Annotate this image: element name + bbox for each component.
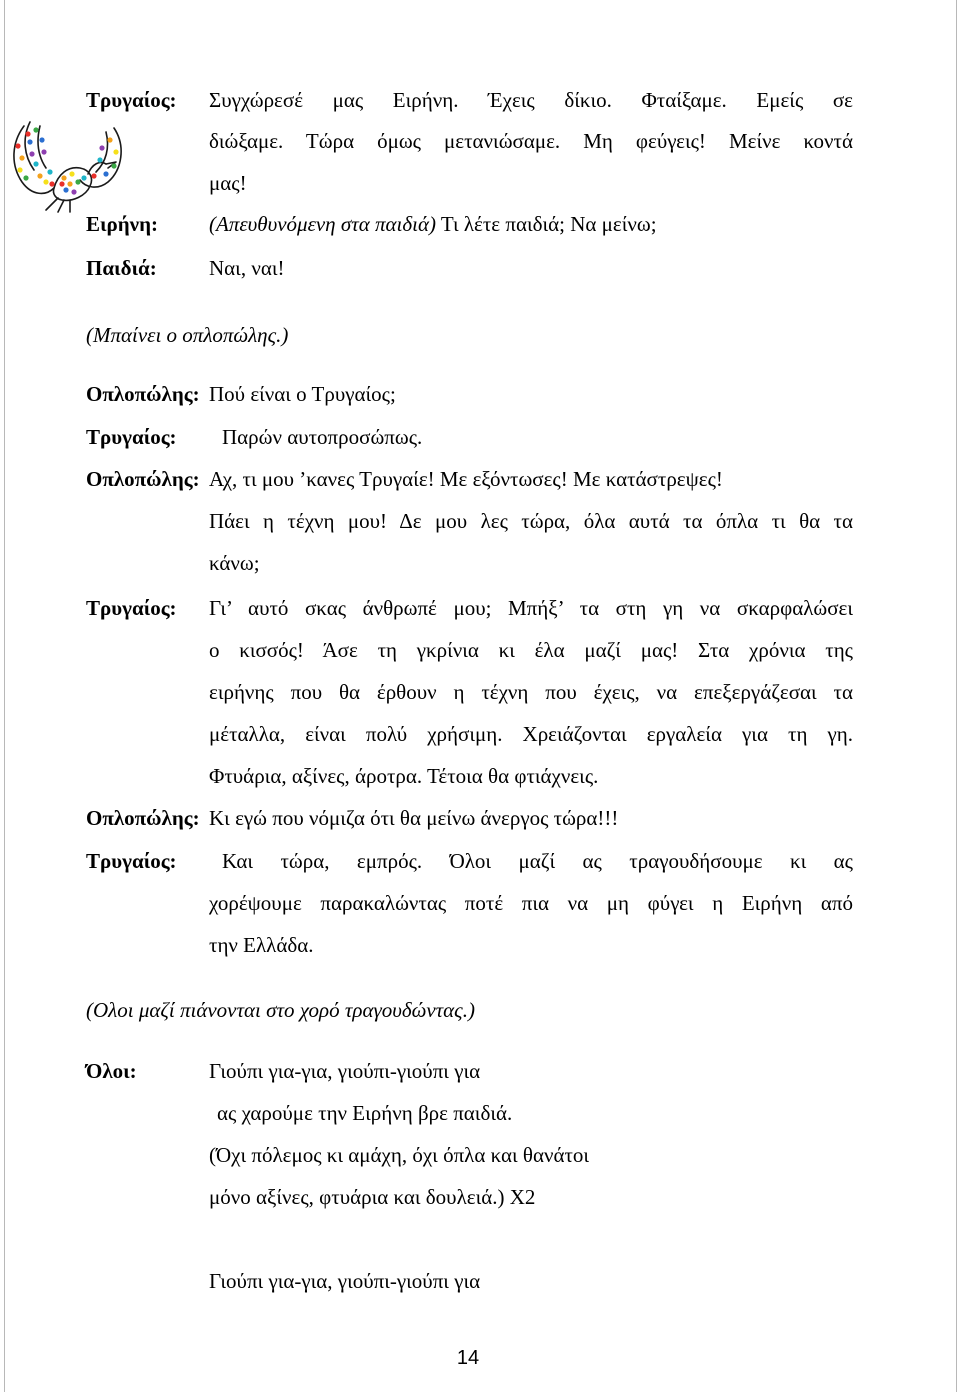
speaker-oloi: Όλοι: [86,1059,137,1083]
speaker-oplopolis-1: Οπλοπώλης: [86,382,200,406]
feather-dot [103,171,108,176]
speaker-eirini: Ειρήνη: [86,212,158,236]
dialogue-line: ο κισσός! Άσε τη γκρίνια κι έλα μαζί μας! Στα χρόνια της [209,638,853,662]
song-line: Γιούπι για-για, γιούπι-γιούπι για [209,1059,481,1083]
feather-dot [39,137,44,142]
feather-dot [63,187,68,192]
dialogue-line: την Ελλάδα. [209,933,314,957]
dialogue-line: Γι’ αυτό σκας άνθρωπέ μου; Μπήξ’ τα στη γη να σκαρφαλώσει [209,596,853,620]
dialogue-line: Φτυάρια, αξίνες, άροτρα. Τέτοια θα φτιάχνεις. [209,764,599,788]
feather-dot [113,149,118,154]
dialogue-line: Παρών αυτοπροσώπως. [222,425,423,449]
feather-dot [33,161,38,166]
speaker-trygaios-1: Τρυγαίος: [86,88,177,112]
page-number: 14 [456,1347,480,1369]
feather-dot [71,189,76,194]
dialogue-line: χορέψουμε παρακαλώντας ποτέ πια να μη φύγει η Ειρήνη από [209,891,853,915]
feather-dot [27,139,32,144]
feather-dot [61,175,66,180]
feather-dot [67,181,72,186]
page-border-right [956,0,957,1392]
dialogue-line: κάνω; [209,551,260,575]
song-line: (Όχι πόλεμος κι αμάχη, όχι όπλα και θανάτοι [209,1143,590,1167]
feather-dot [41,149,46,154]
dialogue-line: Πάει η τέχνη μου! Δε μου λες τώρα, όλα αυτά τα όπλα τι θα τα [209,509,853,533]
stage-direction-inline: (Απευθυνόμενη στα παιδιά) [209,212,436,236]
dialogue-line: Συγχώρεσέ μας Ειρήνη. Έχεις δίκιο. Φταίξαμε. Εμείς σε [209,88,853,112]
speaker-oplopolis-3: Οπλοπώλης: [86,806,200,830]
speaker-trygaios-2: Τρυγαίος: [86,425,177,449]
peace-dove-icon [6,112,130,214]
song-line: ας χαρούμε την Ειρήνη βρε παιδιά. [217,1101,513,1125]
feather-dot [99,145,104,150]
dialogue-line: διώξαμε. Τώρα όμως μετανιώσαμε. Μη φεύγεις! Μείνε κοντά [209,129,853,153]
dialogue-line: Ναι, ναι! [209,256,285,280]
stage-direction: (Μπαίνει ο οπλοπώλης.) [86,323,289,347]
page-border-left [4,0,5,1392]
dialogue-line: ειρήνης που θα έρθουν η τέχνη που έχεις, να επεξεργάζεσαι τα [209,680,853,704]
feather-dot [23,175,28,180]
feather-dot [69,171,74,176]
feather-dot [75,179,80,184]
feather-dot [59,181,64,186]
feather-dot [49,181,54,186]
dialogue-line: Και τώρα, εμπρός. Όλοι μαζί ας τραγουδήσουμε κι ας [222,849,853,873]
song-line: μόνο αξίνες, φτυάρια και δουλειά.) Χ2 [209,1185,536,1209]
feather-dot [91,173,96,178]
feather-dot [97,157,102,162]
dialogue-line: Αχ, τι μου ’κανες Τρυγαίε! Με εξόντωσες! Με κατάστρεψες! [209,467,723,491]
dialogue-line: μας! [209,171,247,195]
feather-dot [107,137,112,142]
feather-dot [33,127,38,132]
feather-dot [19,155,24,160]
feather-dot [81,175,86,180]
feather-dot [43,179,48,184]
speaker-paidia: Παιδιά: [86,256,157,280]
song-line: Γιούπι για-για, γιούπι-γιούπι για [209,1269,481,1293]
dialogue-line: Κι εγώ που νόμιζα ότι θα μείνω άνεργος τώρα!!! [209,806,619,830]
feather-dot [111,163,116,168]
speaker-trygaios-4: Τρυγαίος: [86,849,177,873]
feather-dot [47,169,52,174]
dialogue-line: μέταλλα, είναι πολύ χρήσιμη. Χρειάζονται εργαλεία για τη γη. [209,722,853,746]
dialogue-text: Τι λέτε παιδιά; Να μείνω; [435,212,657,236]
speaker-oplopolis-2: Οπλοπώλης: [86,467,200,491]
feather-dot [25,131,30,136]
dialogue-line [209,212,657,236]
feather-dot [15,143,20,148]
stage-direction: (Ολοι μαζί πιάνονται στο χορό τραγουδώντας.) [86,998,475,1022]
feather-dot [29,151,34,156]
feather-dot [17,167,22,172]
feather-dot [37,173,42,178]
speaker-trygaios-3: Τρυγαίος: [86,596,177,620]
dialogue-line: Πού είναι ο Τρυγαίος; [209,382,396,406]
